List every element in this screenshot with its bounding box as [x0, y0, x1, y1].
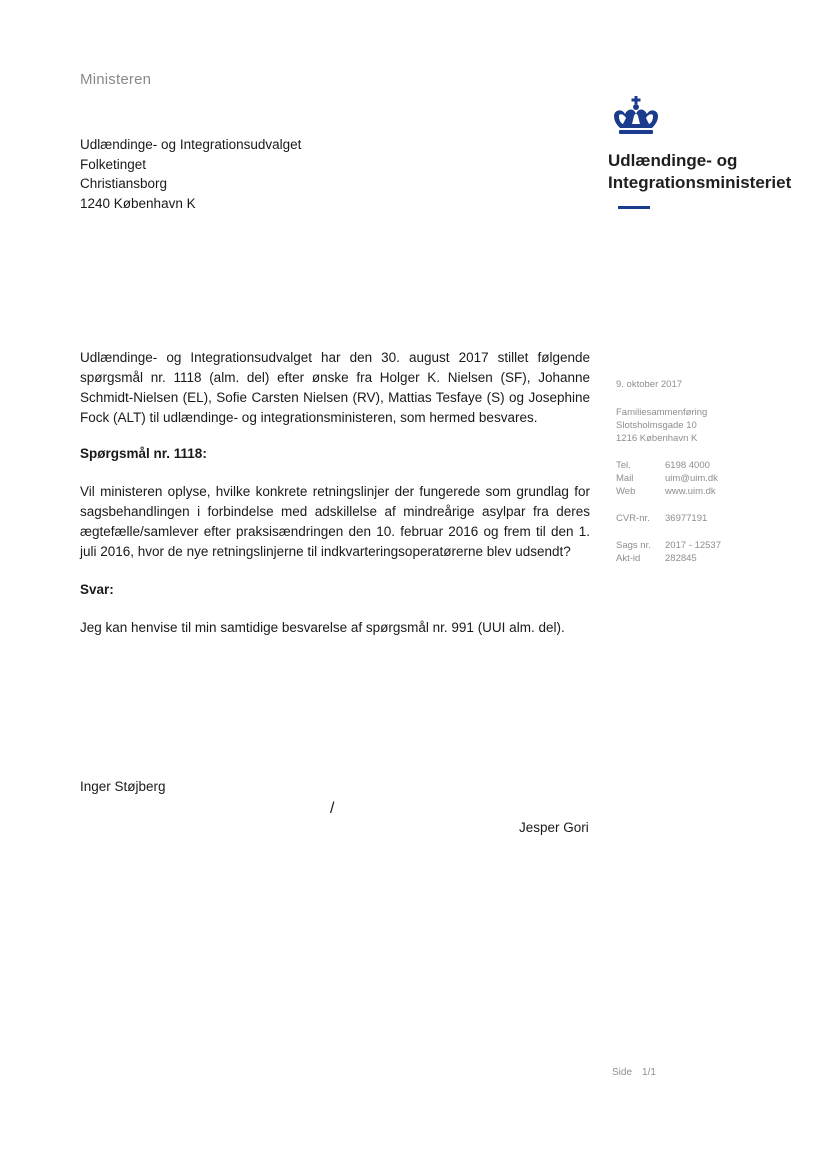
question-text: Vil ministeren oplyse, hvilke konkrete retningslinjer der fungerede som grundlag for sagsbehandlingen i forbindelse med adskillelse af mindreårige asylpar fra deres ægtefælle/samlever efter praksisændringen den 10. februar 2016 og frem til den 1. juli 2016, hvor de nye retningslinjerne til indkvarteringsoperatørerne blev udsendt?: [80, 484, 590, 559]
contact-info: [616, 459, 806, 498]
department: Familiesammenføring: [616, 407, 708, 418]
recipient-address: [80, 135, 301, 213]
case-label: Sags nr.: [616, 540, 651, 551]
act-label: Akt-id: [616, 553, 641, 564]
signature-separator: /: [330, 800, 335, 817]
cvr-label: CVR-nr.: [616, 513, 650, 524]
question-heading: Spørgsmål nr. 1118:: [80, 446, 207, 461]
recipient-line: Folketinget: [80, 156, 147, 172]
mail-value: uim@uim.dk: [665, 473, 718, 484]
letter-body: [80, 348, 590, 638]
page-value: 1/1: [642, 1067, 656, 1078]
web-value: www.uim.dk: [665, 486, 716, 497]
street: Slotsholmsgade 10: [616, 420, 697, 431]
sender-role: Ministeren: [80, 71, 152, 88]
sender-details: [616, 378, 806, 575]
tel-label: Tel.: [616, 460, 631, 471]
cvr-info: [616, 512, 806, 525]
mail-label: Mail: [616, 473, 634, 484]
official-signature: Jesper Gori: [519, 820, 589, 835]
recipient-line: Udlændinge- og Integrationsudvalget: [80, 137, 302, 152]
ministry-name-line: Udlændinge- og: [608, 151, 738, 170]
page-label: Side: [612, 1067, 633, 1078]
ministry-name-line: Integrationsministeriet: [608, 173, 792, 192]
case-value: 2017 - 12537: [665, 540, 721, 551]
cvr-value: 36977191: [665, 513, 708, 524]
recipient-line: Christiansborg: [80, 176, 168, 191]
case-info: [616, 539, 806, 565]
intro-paragraph: Udlændinge- og Integrationsudvalget har den 30. august 2017 stillet følgende spørgsmål nr. 1118 (alm. del) efter ønske fra Holger K. Nielsen (SF), Johanne Schmidt-Nielsen (EL), Sofie Carsten Nielsen (RV), Mattias Tesfaye (S) og Josephine Fock (ALT) til udlændinge- og integrationsministeren, som hermed besvares.: [80, 350, 590, 425]
crown-icon: [610, 96, 662, 136]
letter-date: 9. oktober 2017: [616, 379, 683, 390]
recipient-line: 1240 København K: [80, 195, 196, 211]
answer-heading: Svar:: [80, 582, 114, 597]
page-number: [612, 1067, 656, 1078]
city: 1216 København K: [616, 433, 698, 444]
minister-signature: Inger Støjberg: [80, 779, 166, 794]
tel-value: 6198 4000: [665, 460, 710, 471]
ministry-logo: [608, 96, 808, 209]
act-value: 282845: [665, 553, 697, 564]
logo-accent-rule: [618, 206, 650, 209]
sender-address: [616, 406, 806, 445]
ministry-name: [608, 150, 808, 194]
answer-text: Jeg kan henvise til min samtidige besvarelse af spørgsmål nr. 991 (UUI alm. del).: [80, 620, 565, 635]
web-label: Web: [616, 486, 636, 497]
